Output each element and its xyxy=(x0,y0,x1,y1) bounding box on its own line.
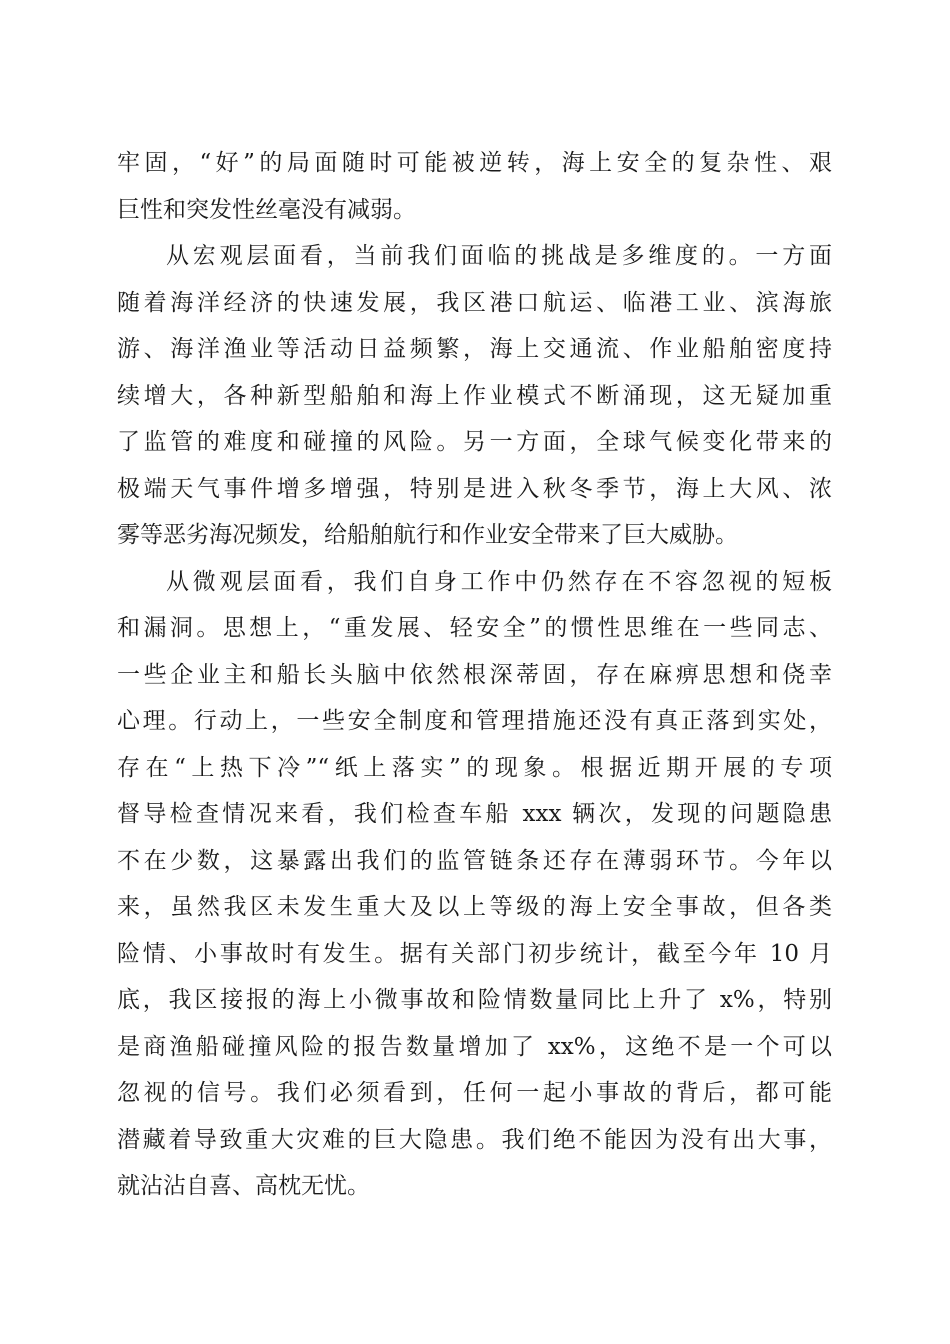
paragraph-line: 雾等恶劣海况频发，给船舶航行和作业安全带来了巨大威胁。 xyxy=(117,522,738,548)
paragraph-line: 游、海洋渔业等活动日益频繁，海上交通流、作业船舶密度持 xyxy=(117,336,832,362)
paragraph-1 xyxy=(117,140,832,233)
paragraph-line: 牢固，“好”的局面随时可能被逆转，海上安全的复杂性、艰 xyxy=(117,150,832,176)
paragraph-line: 存在“上热下冷”“纸上落实”的现象。根据近期开展的专项 xyxy=(117,754,832,781)
paragraph-line: 从宏观层面看，当前我们面临的挑战是多维度的。一方面 xyxy=(166,243,832,269)
paragraph-line: 是商渔船碰撞风险的报告数量增加了 xx%，这绝不是一个可以 xyxy=(117,1033,832,1060)
paragraph-line: 潜藏着导致重大灾难的巨大隐患。我们绝不能因为没有出大事， xyxy=(117,1126,832,1153)
paragraph-2 xyxy=(117,233,832,559)
paragraph-line: 巨性和突发性丝毫没有减弱。 xyxy=(117,196,416,223)
paragraph-line: 和漏洞。思想上，“重发展、轻安全”的惯性思维在一些同志、 xyxy=(117,615,832,641)
paragraph-line: 了监管的难度和碰撞的风险。另一方面，全球气候变化带来的 xyxy=(117,429,832,455)
paragraph-line: 随着海洋经济的快速发展，我区港口航运、临港工业、滨海旅 xyxy=(117,289,832,316)
paragraph-line: 督导检查情况来看，我们检查车船 xxx 辆次，发现的问题隐患 xyxy=(117,801,832,827)
paragraph-line: 不在少数，这暴露出我们的监管链条还存在薄弱环节。今年以 xyxy=(117,847,832,874)
paragraph-line: 来，虽然我区未发生重大及以上等级的海上安全事故，但各类 xyxy=(117,894,832,920)
paragraph-line: 续增大，各种新型船舶和海上作业模式不断涌现，这无疑加重 xyxy=(117,382,832,409)
paragraph-line: 就沾沾自喜、高枕无忧。 xyxy=(117,1173,370,1199)
paragraph-3 xyxy=(117,559,832,1210)
paragraph-line: 险情、小事故时有发生。据有关部门初步统计，截至今年 10 月 xyxy=(117,940,832,967)
paragraph-line: 心理。行动上，一些安全制度和管理措施还没有真正落到实处， xyxy=(117,708,832,734)
paragraph-line: 忽视的信号。我们必须看到，任何一起小事故的背后，都可能 xyxy=(117,1080,832,1106)
body-text xyxy=(117,140,832,1210)
paragraph-line: 极端天气事件增多增强，特别是进入秋冬季节，海上大风、浓 xyxy=(117,475,832,502)
paragraph-line: 从微观层面看，我们自身工作中仍然存在不容忽视的短板 xyxy=(166,568,832,595)
paragraph-line: 底，我区接报的海上小微事故和险情数量同比上升了 x%，特别 xyxy=(117,987,832,1013)
paragraph-line: 一些企业主和船长头脑中依然根深蒂固，存在麻痹思想和侥幸 xyxy=(117,661,832,688)
